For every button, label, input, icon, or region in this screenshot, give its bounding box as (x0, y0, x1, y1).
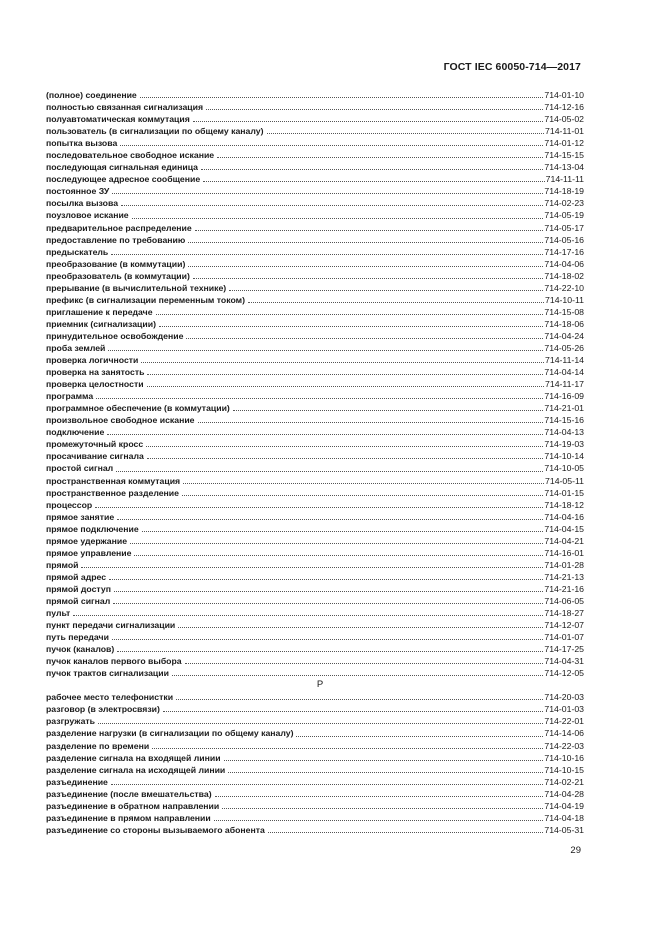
index-term: последовательное свободное искание (46, 150, 215, 161)
index-entry (46, 234, 584, 246)
index-entry (46, 173, 584, 185)
index-term: разделение по времени (46, 740, 150, 751)
index-code: 714-12-16 (544, 102, 584, 113)
index-code: 714-02-21 (544, 776, 584, 787)
index-code: 714-18-02 (544, 270, 584, 281)
index-code: 714-10-11 (545, 294, 584, 305)
index-entry (46, 414, 584, 426)
index-term: программа (46, 391, 94, 402)
index-code: 714-13-04 (544, 162, 584, 173)
index-code: 714-05-31 (544, 824, 584, 835)
index-code: 714-02-23 (544, 198, 584, 209)
index-term: прямое удержание (46, 535, 128, 546)
index-entry (46, 475, 584, 487)
index-term: пучок каналов первого выбора (46, 656, 182, 667)
index-term: пучок трактов сигнализации (46, 668, 169, 679)
index-term: разговор (в электросвязи) (46, 704, 160, 715)
index-term: предыскатель (46, 246, 109, 257)
index-code: 714-11-01 (545, 126, 584, 137)
index-term: полностью связанная сигнализация (46, 102, 204, 113)
index-entry (46, 366, 584, 378)
index-code: 714-22-01 (544, 716, 584, 727)
dot-leader (111, 254, 543, 255)
index-entry (46, 607, 584, 619)
index-entry (46, 631, 584, 643)
index-term: прямое управление (46, 547, 132, 558)
index-entry (46, 740, 584, 752)
index-code: 714-01-12 (544, 138, 584, 149)
index-term: прямой доступ (46, 583, 111, 594)
index-term: разъединение в прямом направлении (46, 812, 211, 823)
dot-leader (233, 410, 544, 411)
index-code: 714-05-17 (544, 222, 584, 233)
index-code: 714-17-25 (544, 644, 584, 655)
dot-leader (117, 651, 543, 652)
dot-leader (96, 398, 543, 399)
index-entry (46, 306, 584, 318)
index-term: программное обеспечение (в коммутации) (46, 403, 230, 414)
index-code: 714-01-03 (544, 704, 584, 715)
index-term: подключение (46, 427, 105, 438)
index-entry (46, 764, 584, 776)
index-entry (46, 703, 584, 715)
index-code: 714-21-01 (544, 403, 584, 414)
index-entry (46, 535, 584, 547)
index-code: 714-18-27 (544, 608, 584, 619)
index-term: разъединение в обратном направлении (46, 800, 220, 811)
index-term: прямой (46, 559, 79, 570)
index-term: прямой сигнал (46, 595, 111, 606)
index-entry (46, 595, 584, 607)
index-code: 714-04-18 (544, 812, 584, 823)
dot-leader (195, 230, 544, 231)
dot-leader (185, 663, 544, 664)
index-entry (46, 691, 584, 703)
index-term: префикс (в сигнализации переменным током) (46, 294, 245, 305)
index-term: (полное) соединение (46, 90, 137, 100)
index-entry (46, 727, 584, 739)
index-term: разделение сигнала на исходящей линии (46, 764, 226, 775)
index-entry (46, 426, 584, 438)
index-code: 714-22-10 (544, 282, 584, 293)
dot-leader (182, 495, 543, 496)
index-term: прямое подключение (46, 523, 139, 534)
dot-leader (186, 338, 543, 339)
index-code: 714-18-12 (544, 499, 584, 510)
index-term: процессор (46, 499, 93, 510)
index-code: 714-01-07 (544, 632, 584, 643)
dot-leader (224, 760, 544, 761)
dot-leader (147, 374, 543, 375)
index-entry (46, 270, 584, 282)
index-term: последующее адресное сообщение (46, 174, 201, 185)
index-term: произвольное свободное искание (46, 415, 195, 426)
dot-leader (108, 350, 543, 351)
index-entry (46, 137, 584, 149)
dot-leader (201, 169, 543, 170)
dot-leader (159, 326, 543, 327)
index-term: путь передачи (46, 632, 109, 643)
index-entry (46, 462, 584, 474)
dot-leader (73, 615, 543, 616)
index-term: пучок (каналов) (46, 644, 115, 655)
index-entry (46, 655, 584, 667)
index-code: 714-05-19 (544, 210, 584, 221)
index-term: разделение сигнала на входящей линии (46, 752, 221, 763)
index-entry (46, 776, 584, 788)
index-code: 714-01-10 (544, 90, 584, 100)
index-term: приемник (сигнализации) (46, 318, 156, 329)
dot-leader (222, 808, 543, 809)
index-entry (46, 294, 584, 306)
dot-leader (81, 567, 543, 568)
index-code: 714-11-17 (545, 379, 584, 390)
dot-leader (229, 290, 543, 291)
index-code: 714-01-15 (544, 487, 584, 498)
index-entry (46, 209, 584, 221)
index-code: 714-16-01 (544, 547, 584, 558)
dot-leader (193, 121, 544, 122)
dot-leader (117, 519, 543, 520)
dot-leader (296, 736, 543, 737)
index-entry (46, 149, 584, 161)
dot-leader (228, 772, 543, 773)
dot-leader (214, 820, 544, 821)
index-code: 714-05-11 (545, 475, 584, 486)
index-term: проверка на занятость (46, 367, 145, 378)
dot-leader (147, 458, 544, 459)
dot-leader (188, 242, 543, 243)
index-entry (46, 89, 584, 101)
index-term: постоянное ЗУ (46, 186, 110, 197)
dot-leader (140, 97, 544, 98)
index-entry (46, 559, 584, 571)
index-entry (46, 161, 584, 173)
dot-leader (156, 314, 544, 315)
index-entry (46, 390, 584, 402)
dot-leader (109, 579, 543, 580)
index-entry (46, 197, 584, 209)
index-entry (46, 282, 584, 294)
index-code: 714-12-05 (544, 668, 584, 679)
index-entry (46, 752, 584, 764)
index-term: пространственное разделение (46, 487, 179, 498)
dot-leader (111, 784, 544, 785)
dot-leader (163, 711, 544, 712)
index-entry (46, 378, 584, 390)
index-code: 714-18-19 (544, 186, 584, 197)
index-term: проба землей (46, 342, 106, 353)
dot-leader (107, 434, 543, 435)
index-term: предварительное распределение (46, 222, 192, 233)
index-entry (46, 487, 584, 499)
index-code: 714-04-28 (544, 788, 584, 799)
index-code: 714-21-16 (544, 583, 584, 594)
index-entry (46, 185, 584, 197)
index-code: 714-18-06 (544, 318, 584, 329)
dot-leader (132, 218, 544, 219)
index-term: пространственная коммутация (46, 475, 181, 486)
index-code: 714-11-14 (545, 355, 584, 366)
index-entry (46, 246, 584, 258)
index-entry (46, 619, 584, 631)
index-term: принудительное освобождение (46, 330, 184, 341)
index-code: 714-15-08 (544, 306, 584, 317)
index-term: просачивание сигнала (46, 451, 144, 462)
dot-leader (172, 675, 543, 676)
index-term: проверка целостности (46, 379, 144, 390)
dot-leader (120, 145, 543, 146)
index-entry (46, 812, 584, 824)
dot-leader (193, 278, 544, 279)
index-code: 714-05-26 (544, 342, 584, 353)
index-code: 714-01-28 (544, 559, 584, 570)
index-entry (46, 402, 584, 414)
index-term: приглашение к передаче (46, 306, 153, 317)
index-term: прямое занятие (46, 511, 115, 522)
index-entry (46, 667, 584, 679)
dot-leader (178, 627, 543, 628)
dot-leader (113, 603, 543, 604)
index-term: пункт передачи сигнализации (46, 620, 176, 631)
index-term: пользователь (в сигнализации по общему каналу) (46, 126, 264, 137)
index-entry (46, 222, 584, 234)
dot-leader (147, 386, 544, 387)
index-entry (46, 523, 584, 535)
dot-leader (188, 266, 543, 267)
index-entry (46, 354, 584, 366)
dot-leader (116, 471, 543, 472)
index-code: 714-11-11 (545, 174, 584, 185)
index-entry (46, 511, 584, 523)
index-entry (46, 715, 584, 727)
index-code: 714-04-15 (544, 523, 584, 534)
dot-leader (198, 422, 544, 423)
index-term: прерывание (в вычислительной технике) (46, 282, 227, 293)
index-code: 714-22-03 (544, 740, 584, 751)
index-term: поузловое искание (46, 210, 129, 221)
index-term: предоставление по требованию (46, 234, 186, 245)
index-code: 714-19-03 (544, 439, 584, 450)
dot-leader (176, 699, 543, 700)
index-entry (46, 643, 584, 655)
index-code: 714-10-16 (544, 752, 584, 763)
index-term: попытка вызова (46, 138, 118, 149)
index-code: 714-04-21 (544, 535, 584, 546)
dot-leader (130, 543, 543, 544)
section-letter: Р (316, 679, 324, 691)
index-code: 714-10-14 (544, 451, 584, 462)
dot-leader (217, 157, 543, 158)
index-term: разгружать (46, 716, 96, 727)
index-term: разделение нагрузки (в сигнализации по общему каналу) (46, 728, 294, 739)
index-code: 714-04-06 (544, 258, 584, 269)
index-entry (46, 450, 584, 462)
index-term: преобразование (в коммутации) (46, 258, 186, 269)
index-entry (46, 571, 584, 583)
index-entry (46, 318, 584, 330)
dot-leader (152, 748, 543, 749)
index-term: посылка вызова (46, 198, 119, 209)
index-code: 714-14-06 (544, 728, 584, 739)
dot-leader (95, 507, 543, 508)
index-term: рабочее место телефонистки (46, 692, 174, 703)
dot-leader (112, 639, 543, 640)
dot-leader (98, 723, 543, 724)
index-term: преобразователь (в коммутации) (46, 270, 190, 281)
dot-leader (146, 446, 543, 447)
index-term: последующая сигнальная единица (46, 162, 198, 173)
index-term: полуавтоматическая коммутация (46, 114, 190, 125)
dot-leader (121, 205, 543, 206)
dot-leader (267, 133, 545, 134)
index-term: промежуточный кросс (46, 439, 144, 450)
index-code: 714-20-03 (544, 692, 584, 703)
index-term: разъединение со стороны вызываемого абонента (46, 824, 265, 835)
index-code: 714-04-24 (544, 330, 584, 341)
alphabetical-index (46, 89, 584, 836)
index-code: 714-04-16 (544, 511, 584, 522)
index-term: простой сигнал (46, 463, 114, 474)
index-code: 714-17-16 (544, 246, 584, 257)
dot-leader (112, 193, 543, 194)
index-entry (46, 499, 584, 511)
index-entry (46, 258, 584, 270)
document-header: ГОСТ IEC 60050-714—2017 (443, 61, 581, 73)
index-entry (46, 438, 584, 450)
index-entry (46, 330, 584, 342)
index-entry (46, 547, 584, 559)
index-entry (46, 824, 584, 836)
dot-leader (206, 109, 543, 110)
index-entry (46, 788, 584, 800)
index-term: прямой адрес (46, 571, 107, 582)
dot-leader (203, 181, 544, 182)
index-code: 714-04-19 (544, 800, 584, 811)
index-code: 714-16-09 (544, 391, 584, 402)
index-code: 714-04-31 (544, 656, 584, 667)
index-code: 714-15-15 (544, 150, 584, 161)
index-code: 714-04-14 (544, 367, 584, 378)
page-number: 29 (570, 845, 581, 856)
index-entry (46, 125, 584, 137)
dot-leader (215, 796, 544, 797)
dot-leader (114, 591, 543, 592)
index-entry (46, 583, 584, 595)
dot-leader (183, 483, 544, 484)
dot-leader (141, 362, 544, 363)
index-entry (46, 342, 584, 354)
dot-leader (268, 832, 544, 833)
index-code: 714-05-16 (544, 234, 584, 245)
index-code: 714-05-02 (544, 114, 584, 125)
index-entry (46, 101, 584, 113)
index-code: 714-21-13 (544, 571, 584, 582)
index-term: разъединение (после вмешательства) (46, 788, 212, 799)
index-code: 714-10-15 (544, 764, 584, 775)
dot-leader (134, 555, 543, 556)
index-entry (46, 800, 584, 812)
index-term: пульт (46, 608, 71, 619)
index-code: 714-15-16 (544, 415, 584, 426)
dot-leader (248, 302, 544, 303)
index-code: 714-06-05 (544, 595, 584, 606)
index-entry (46, 113, 584, 125)
index-term: проверка логичности (46, 355, 139, 366)
index-code: 714-10-05 (544, 463, 584, 474)
index-term: разъединение (46, 776, 108, 787)
dot-leader (142, 531, 544, 532)
index-code: 714-04-13 (544, 427, 584, 438)
index-code: 714-12-07 (544, 620, 584, 631)
